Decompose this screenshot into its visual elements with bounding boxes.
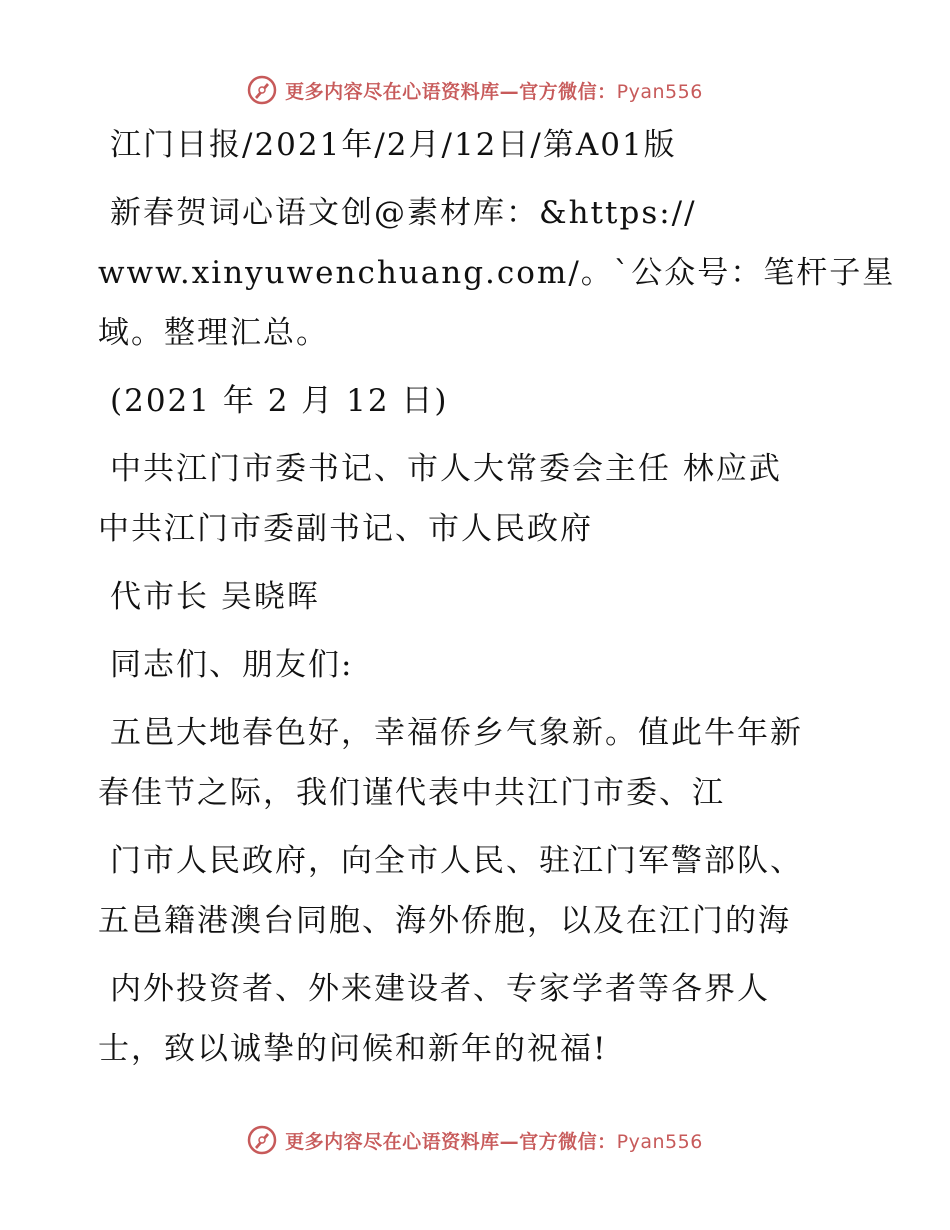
text-line: 五邑籍港澳台同胞、海外侨胞，以及在江门的海	[98, 903, 791, 939]
author-line: 代市长 吴晓晖	[110, 579, 320, 615]
text-line: 五邑大地春色好，幸福侨乡气象新。值此牛年新	[110, 715, 803, 751]
banner-text	[285, 77, 703, 104]
banner-wechat-id: Pyan556	[616, 1130, 703, 1153]
banner-label: 更多内容尽在心语资料库—官方微信：	[285, 80, 617, 103]
text-line: 域。整理汇总。	[98, 315, 329, 351]
text-line: 新春贺词心语文创@素材库：&https://	[110, 195, 697, 231]
document-body	[98, 120, 896, 1074]
footer-banner	[0, 1120, 950, 1160]
quill-pen-circle-icon	[247, 1125, 277, 1155]
author-line: 中共江门市委书记、市人大常委会主任 林应武	[110, 451, 782, 487]
author-line: 中共江门市委副书记、市人民政府	[98, 511, 593, 547]
banner-label: 更多内容尽在心语资料库—官方微信：	[285, 1130, 617, 1153]
text-line: 春佳节之际，我们谨代表中共江门市委、江	[98, 775, 725, 811]
banner-text	[285, 1127, 703, 1154]
quill-pen-circle-icon	[247, 75, 277, 105]
source-line: 江门日报/2021年/2月/12日/第A01版	[110, 127, 677, 163]
banner-wechat-id: Pyan556	[616, 80, 703, 103]
text-line: 门市人民政府，向全市人民、驻江门军警部队、	[110, 843, 803, 879]
header-banner	[0, 70, 950, 110]
salutation-line: 同志们、朋友们:	[110, 647, 354, 683]
text-line: www.xinyuwenchuang.com/。`公众号：笔杆子星	[98, 255, 896, 291]
text-line: 内外投资者、外来建设者、专家学者等各界人	[110, 971, 770, 1007]
date-line: (2021 年 2 月 12 日)	[110, 383, 449, 419]
text-line: 士，致以诚挚的问候和新年的祝福!	[98, 1031, 608, 1067]
